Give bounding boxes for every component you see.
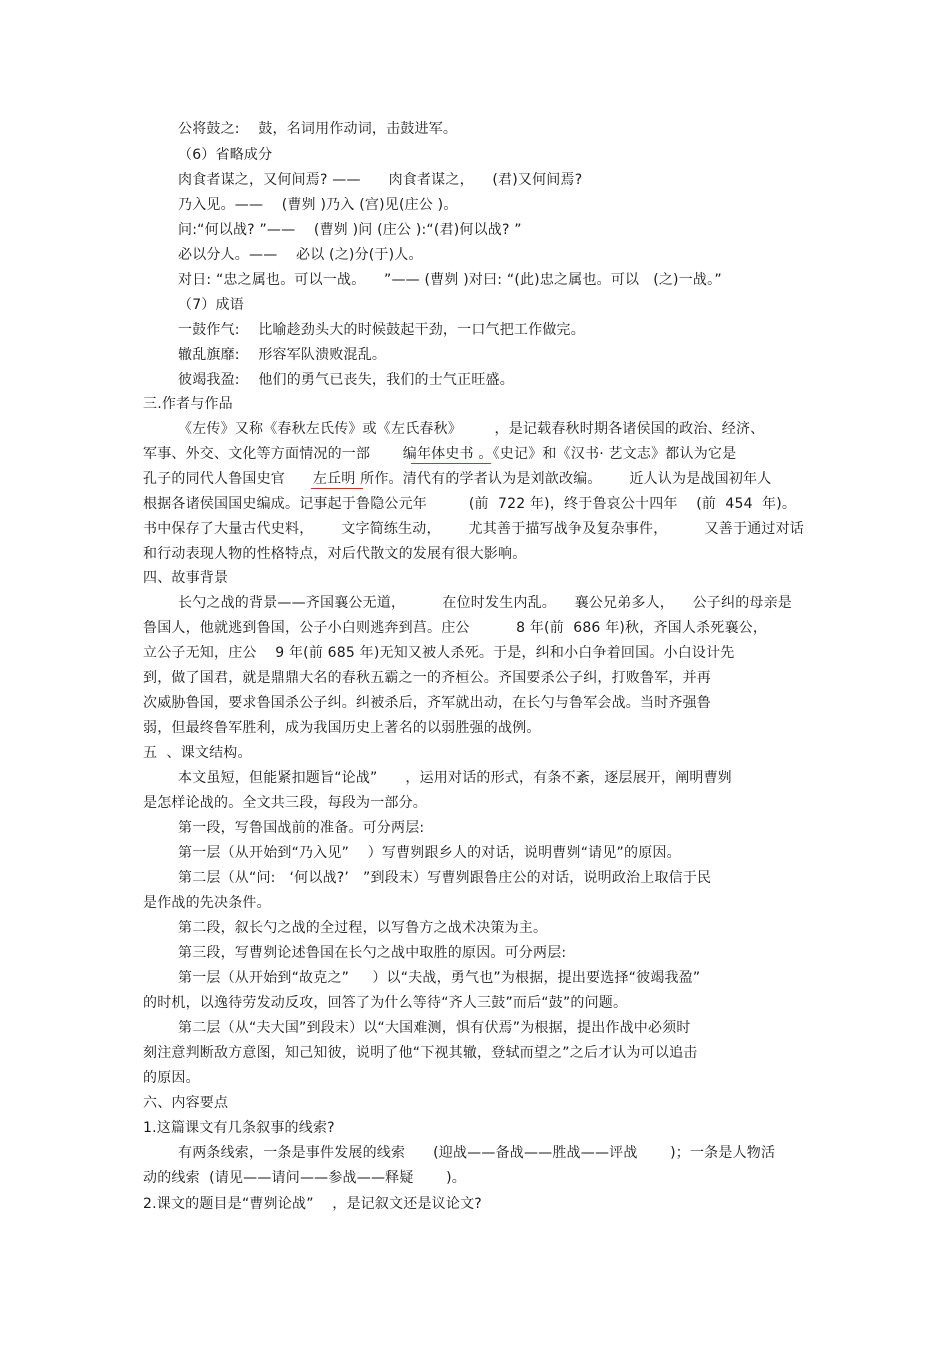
section-heading: 五 、课文结构。	[143, 745, 252, 761]
text-line: 彼竭我盈: 他们的勇气已丧失，我们的士气正旺盛。	[178, 372, 514, 388]
text-line: 长勺之战的背景——齐国襄公无道， 在位时发生内乱。 襄公兄弟多人， 公子纠的母亲是	[178, 595, 793, 611]
text-line: 到，做了国君，就是鼎鼎大名的春秋五霸之一的齐桓公。齐国要杀公子纠，打败鲁军，并再	[143, 670, 711, 686]
text-line: 动的线索 (请见——请问——参战——释疑 )。	[143, 1170, 466, 1186]
text-line: 是怎样论战的。全文共三段，每段为一部分。	[143, 795, 427, 811]
text-line: 肉食者谋之，又何间焉? —— 肉食者谋之， (君)又何间焉?	[178, 172, 583, 188]
text-line: 书中保存了大量古代史料， 文字简练生动， 尤其善于描写战争及复杂事件， 又善于通过对话	[143, 521, 805, 537]
text-line: 军事、外交、文化等方面情况的一部 编年体史书 。《史记》和《汉书· 艺文志》都认为它是	[143, 446, 737, 462]
section-heading: 六、内容要点	[143, 1095, 229, 1111]
text-line: 第一层（从开始到“故克之” ）以“夫战，勇气也”为根据，提出要选择“彼竭我盈”	[178, 970, 701, 986]
text-line: 对日: “忠之属也。可以一战。 ”—— (曹刿 )对曰: “(此)忠之属也。可以 (之)一战。”	[178, 272, 722, 288]
text-line: 孔子的同代人鲁国史官 左丘明 所作。清代有的学者认为是刘歆改编。 近人认为是战国初年人	[143, 471, 772, 487]
text-line: 一鼓作气: 比喻趁劲头大的时候鼓起干劲，一口气把工作做完。	[178, 322, 585, 338]
question-line: 2.课文的题目是“曹刿论战” ，是记叙文还是议论文?	[143, 1196, 482, 1212]
text-line: 乃入见。—— (曹刿 )乃入 (宫)见(庄公 )。	[178, 197, 458, 213]
text-line: （7）成语	[178, 297, 244, 313]
text-line: 有两条线索，一条是事件发展的线索 (迎战——备战——胜战——评战 )；一条是人物活	[178, 1145, 776, 1161]
text-line: 第二段，叙长勺之战的全过程，以写鲁方之战术决策为主。	[178, 920, 548, 936]
text-line: 必以分人。—— 必以 (之)分(于)人。	[178, 247, 423, 263]
text-line: 鲁国人，他就逃到鲁国，公子小白则逃奔到莒。庄公 8 年(前 686 年)秋，齐国人杀死襄公，	[143, 620, 768, 636]
text-line: 是作战的先决条件。	[143, 895, 271, 911]
text-line: 问:“何以战? ”—— (曹刿 )问 (庄公 ):“(君)何以战? ”	[178, 222, 522, 238]
text-line: 的原因。	[143, 1070, 200, 1086]
text-line: 公将鼓之: 鼓，名词用作动词，击鼓进军。	[178, 121, 458, 137]
text-line: （6）省略成分	[178, 147, 273, 163]
text-line: 辙乱旗靡: 形容军队溃败混乱。	[178, 347, 387, 363]
text-line: 《左传》又称《春秋左氏传》或《左氏春秋》 ，是记载春秋时期各诸侯国的政治、经济、	[178, 421, 765, 437]
text-line: 弱，但最终鲁军胜利，成为我国历史上著名的以弱胜强的战例。	[143, 720, 541, 736]
text-line: 第二层（从“问: ‘何以战?’ ”到段末）写曹刿跟鲁庄公的对话，说明政治上取信于民	[178, 870, 712, 886]
question-line: 1.这篇课文有几条叙事的线索?	[143, 1120, 335, 1136]
section-heading: 三.作者与作品	[143, 396, 233, 412]
section-heading: 四、故事背景	[143, 570, 229, 586]
text-line: 第一层（从开始到“乃入见” ）写曹刿跟乡人的对话，说明曹刿“请见”的原因。	[178, 845, 681, 861]
underline-mark	[411, 463, 491, 464]
text-line: 根据各诸侯国国史编成。记事起于鲁隐公元年 (前 722 年)，终于鲁哀公十四年 (前 454 年)。	[143, 496, 797, 512]
text-line: 的时机，以逸待劳发动反攻，回答了为什么等待“齐人三鼓”而后“鼓”的问题。	[143, 995, 628, 1011]
text-line: 刻注意判断敌方意图，知己知彼，说明了他“下视其辙，登轼而望之”之后才认为可以追击	[143, 1045, 698, 1061]
text-line: 第三段，写曹刿论述鲁国在长勺之战中取胜的原因。可分两层:	[178, 945, 567, 961]
underline-mark	[311, 488, 363, 489]
text-line: 立公子无知，庄公 9 年(前 685 年)无知又被人杀死。于是，纠和小白争着回国。小白设计先	[143, 645, 735, 661]
text-line: 和行动表现人物的性格特点，对后代散文的发展有很大影响。	[143, 546, 527, 562]
text-line: 次威胁鲁国，要求鲁国杀公子纠。纠被杀后，齐军就出动，在长勺与鲁军会战。当时齐强鲁	[143, 695, 711, 711]
text-line: 第二层（从“夫大国”到段末）以“大国难测，惧有伏焉”为根据，提出作战中必须时	[178, 1020, 691, 1036]
text-line: 第一段，写鲁国战前的准备。可分两层:	[178, 820, 425, 836]
text-line: 本文虽短，但能紧扣题旨“论战” ，运用对话的形式，有条不紊，逐层展开，阐明曹刿	[178, 770, 733, 786]
